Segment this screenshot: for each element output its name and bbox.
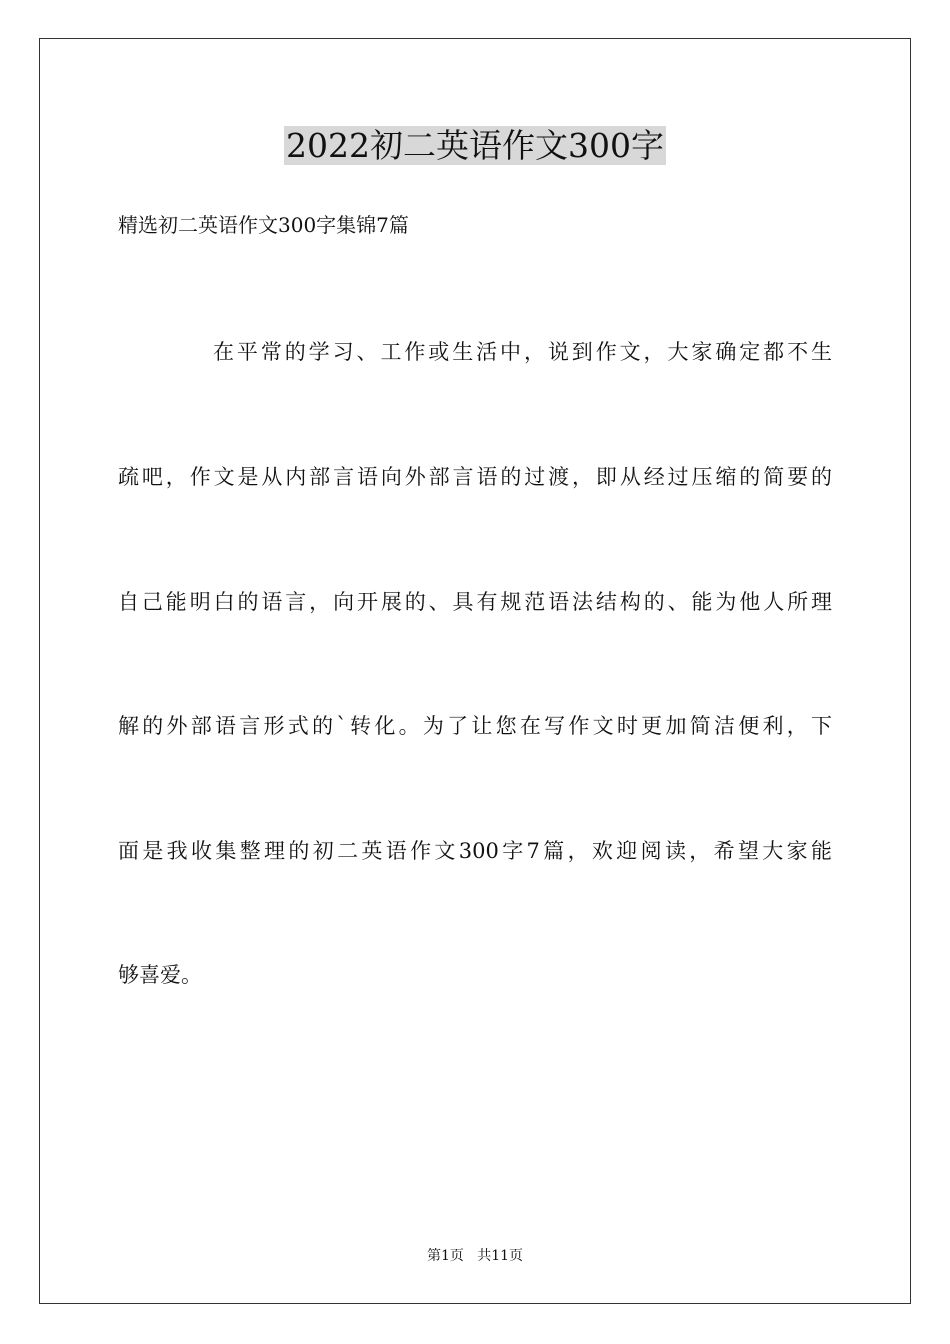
document-subtitle: 精选初二英语作文300字集锦7篇 — [118, 213, 409, 237]
paragraph-line: 自己能明白的语言，向开展的、具有规范语法结构的、能为他人所理 — [118, 590, 832, 614]
paragraph-line: 解的外部语言形式的`转化。为了让您在写作文时更加简洁便利，下 — [118, 714, 832, 738]
paragraph-line: 疏吧，作文是从内部言语向外部言语的过渡，即从经过压缩的简要的 — [118, 465, 832, 489]
document-title-text: 2022初二英语作文300字 — [286, 126, 664, 165]
page-footer: 第1页 共11页 — [426, 1248, 524, 1264]
paragraph-line: 面是我收集整理的初二英语作文300字7篇，欢迎阅读，希望大家能 — [118, 839, 832, 863]
paragraph-line: 够喜爱。 — [118, 963, 202, 987]
document-title — [0, 124, 950, 168]
paragraph-line: 在平常的学习、工作或生活中，说到作文，大家确定都不生 — [213, 340, 832, 364]
